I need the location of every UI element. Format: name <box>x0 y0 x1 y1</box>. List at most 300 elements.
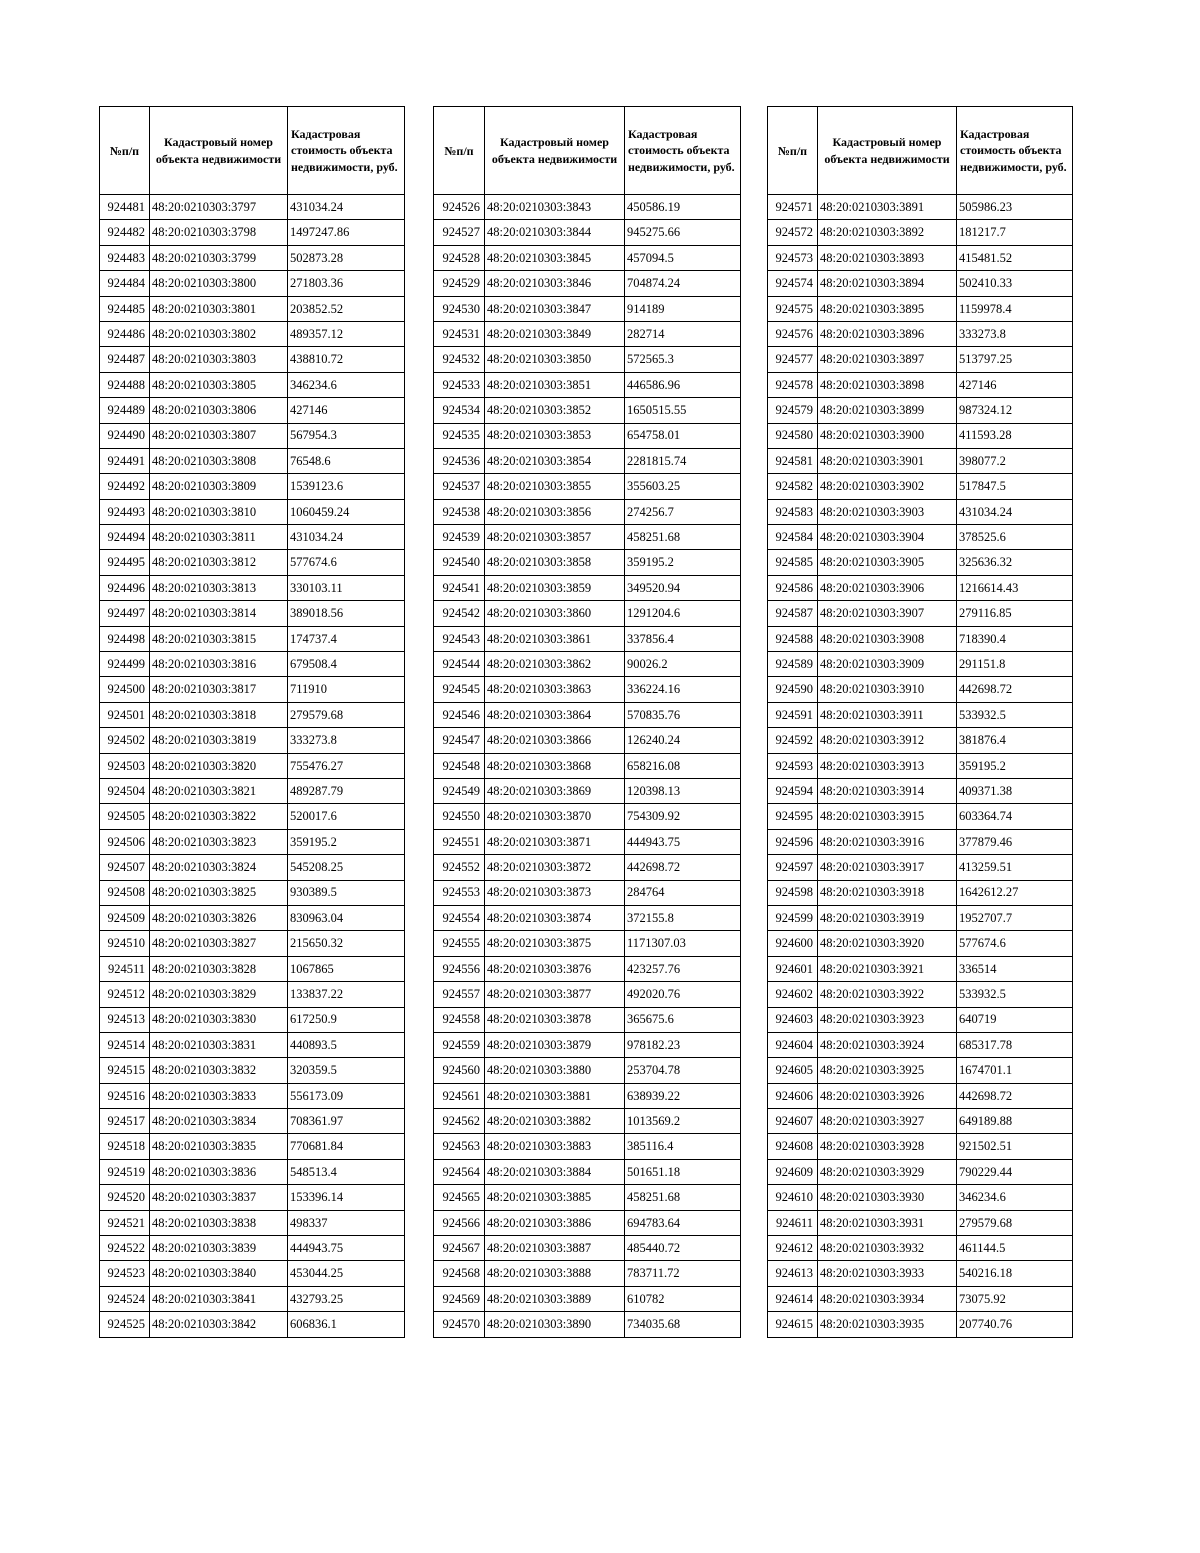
cadastral-table-3 <box>767 106 1073 1338</box>
row-number: 924557 <box>434 982 485 1007</box>
row-number: 924560 <box>434 1058 485 1083</box>
header-num: №п/п <box>768 107 818 195</box>
row-number: 924552 <box>434 855 485 880</box>
row-number: 924567 <box>434 1236 485 1261</box>
row-number: 924590 <box>768 677 818 702</box>
row-number: 924602 <box>768 982 818 1007</box>
cadastral-value: 253704.78 <box>625 1058 741 1083</box>
table-row <box>100 931 405 956</box>
row-number: 924490 <box>100 423 150 448</box>
row-number: 924545 <box>434 677 485 702</box>
cadastral-number: 48:20:0210303:3919 <box>818 905 957 930</box>
row-number: 924566 <box>434 1210 485 1235</box>
table-row <box>434 372 741 397</box>
row-number: 924511 <box>100 956 150 981</box>
cadastral-number: 48:20:0210303:3934 <box>818 1286 957 1311</box>
row-number: 924546 <box>434 702 485 727</box>
row-number: 924484 <box>100 271 150 296</box>
row-number: 924539 <box>434 525 485 550</box>
table-row <box>768 1109 1073 1134</box>
cadastral-number: 48:20:0210303:3821 <box>150 778 288 803</box>
table-row <box>768 474 1073 499</box>
cadastral-number: 48:20:0210303:3911 <box>818 702 957 727</box>
cadastral-value: 654758.01 <box>625 423 741 448</box>
row-number: 924507 <box>100 855 150 880</box>
table-row <box>434 931 741 956</box>
cadastral-value: 291151.8 <box>957 652 1073 677</box>
cadastral-value: 755476.27 <box>288 753 405 778</box>
cadastral-number: 48:20:0210303:3927 <box>818 1109 957 1134</box>
cadastral-number: 48:20:0210303:3875 <box>485 931 625 956</box>
cadastral-number: 48:20:0210303:3872 <box>485 855 625 880</box>
header-cadastral-number: Кадастровый номер объекта недвижимости <box>150 107 288 195</box>
row-number: 924554 <box>434 905 485 930</box>
row-number: 924519 <box>100 1159 150 1184</box>
table-row <box>100 880 405 905</box>
cadastral-value: 606836.1 <box>288 1312 405 1337</box>
table-row <box>434 1109 741 1134</box>
cadastral-number: 48:20:0210303:3917 <box>818 855 957 880</box>
row-number: 924516 <box>100 1083 150 1108</box>
cadastral-value: 572565.3 <box>625 347 741 372</box>
table-row <box>434 677 741 702</box>
cadastral-number: 48:20:0210303:3890 <box>485 1312 625 1337</box>
row-number: 924487 <box>100 347 150 372</box>
cadastral-number: 48:20:0210303:3897 <box>818 347 957 372</box>
row-number: 924591 <box>768 702 818 727</box>
row-number: 924604 <box>768 1032 818 1057</box>
table-header-row <box>434 107 741 195</box>
cadastral-value: 978182.23 <box>625 1032 741 1057</box>
cadastral-value: 73075.92 <box>957 1286 1073 1311</box>
cadastral-number: 48:20:0210303:3816 <box>150 652 288 677</box>
table-row <box>100 321 405 346</box>
cadastral-value: 279116.85 <box>957 601 1073 626</box>
table-row <box>768 220 1073 245</box>
table-row <box>100 448 405 473</box>
cadastral-number: 48:20:0210303:3891 <box>818 195 957 220</box>
cadastral-number: 48:20:0210303:3831 <box>150 1032 288 1057</box>
cadastral-value: 431034.24 <box>957 499 1073 524</box>
cadastral-value: 830963.04 <box>288 905 405 930</box>
table-row <box>434 525 741 550</box>
row-number: 924555 <box>434 931 485 956</box>
cadastral-number: 48:20:0210303:3896 <box>818 321 957 346</box>
cadastral-value: 520017.6 <box>288 804 405 829</box>
cadastral-number: 48:20:0210303:3869 <box>485 778 625 803</box>
cadastral-number: 48:20:0210303:3898 <box>818 372 957 397</box>
cadastral-number: 48:20:0210303:3904 <box>818 525 957 550</box>
row-number: 924510 <box>100 931 150 956</box>
cadastral-value: 271803.36 <box>288 271 405 296</box>
row-number: 924601 <box>768 956 818 981</box>
row-number: 924498 <box>100 626 150 651</box>
cadastral-number: 48:20:0210303:3921 <box>818 956 957 981</box>
row-number: 924608 <box>768 1134 818 1159</box>
row-number: 924579 <box>768 398 818 423</box>
row-number: 924536 <box>434 448 485 473</box>
row-number: 924542 <box>434 601 485 626</box>
cadastral-number: 48:20:0210303:3844 <box>485 220 625 245</box>
cadastral-value: 446586.96 <box>625 372 741 397</box>
row-number: 924489 <box>100 398 150 423</box>
row-number: 924488 <box>100 372 150 397</box>
row-number: 924549 <box>434 778 485 803</box>
cadastral-value: 603364.74 <box>957 804 1073 829</box>
row-number: 924513 <box>100 1007 150 1032</box>
table-row <box>100 245 405 270</box>
cadastral-number: 48:20:0210303:3931 <box>818 1210 957 1235</box>
row-number: 924527 <box>434 220 485 245</box>
cadastral-number: 48:20:0210303:3907 <box>818 601 957 626</box>
table-row <box>768 525 1073 550</box>
cadastral-number: 48:20:0210303:3930 <box>818 1185 957 1210</box>
row-number: 924482 <box>100 220 150 245</box>
row-number: 924578 <box>768 372 818 397</box>
cadastral-number: 48:20:0210303:3895 <box>818 296 957 321</box>
table-row <box>768 423 1073 448</box>
table-row <box>434 550 741 575</box>
cadastral-value: 945275.66 <box>625 220 741 245</box>
header-cadastral-value: Кадастровая стоимость объекта недвижимости, руб. <box>957 107 1073 195</box>
table-row <box>100 702 405 727</box>
row-number: 924522 <box>100 1236 150 1261</box>
table-row <box>434 956 741 981</box>
row-number: 924495 <box>100 550 150 575</box>
cadastral-number: 48:20:0210303:3859 <box>485 575 625 600</box>
cadastral-value: 1013569.2 <box>625 1109 741 1134</box>
table-row <box>100 525 405 550</box>
cadastral-number: 48:20:0210303:3924 <box>818 1032 957 1057</box>
cadastral-value: 540216.18 <box>957 1261 1073 1286</box>
cadastral-number: 48:20:0210303:3857 <box>485 525 625 550</box>
cadastral-number: 48:20:0210303:3874 <box>485 905 625 930</box>
cadastral-value: 1674701.1 <box>957 1058 1073 1083</box>
row-number: 924599 <box>768 905 818 930</box>
cadastral-number: 48:20:0210303:3877 <box>485 982 625 1007</box>
cadastral-value: 2281815.74 <box>625 448 741 473</box>
cadastral-value: 556173.09 <box>288 1083 405 1108</box>
cadastral-number: 48:20:0210303:3856 <box>485 499 625 524</box>
row-number: 924613 <box>768 1261 818 1286</box>
row-number: 924540 <box>434 550 485 575</box>
cadastral-value: 770681.84 <box>288 1134 405 1159</box>
row-number: 924587 <box>768 601 818 626</box>
table-row <box>100 550 405 575</box>
table-row <box>100 1058 405 1083</box>
row-number: 924512 <box>100 982 150 1007</box>
table-row <box>434 448 741 473</box>
cadastral-value: 279579.68 <box>957 1210 1073 1235</box>
header-cadastral-value: Кадастровая стоимость объекта недвижимости, руб. <box>288 107 405 195</box>
cadastral-value: 284764 <box>625 880 741 905</box>
cadastral-number: 48:20:0210303:3823 <box>150 829 288 854</box>
table-row <box>434 398 741 423</box>
cadastral-value: 1650515.55 <box>625 398 741 423</box>
cadastral-value: 517847.5 <box>957 474 1073 499</box>
row-number: 924500 <box>100 677 150 702</box>
table-row <box>434 1032 741 1057</box>
cadastral-value: 711910 <box>288 677 405 702</box>
table-row <box>768 1312 1073 1337</box>
cadastral-number: 48:20:0210303:3878 <box>485 1007 625 1032</box>
cadastral-number: 48:20:0210303:3889 <box>485 1286 625 1311</box>
cadastral-value: 409371.38 <box>957 778 1073 803</box>
table-row <box>434 1261 741 1286</box>
cadastral-number: 48:20:0210303:3903 <box>818 499 957 524</box>
cadastral-number: 48:20:0210303:3811 <box>150 525 288 550</box>
table-row <box>768 347 1073 372</box>
table-row <box>768 626 1073 651</box>
table-row <box>768 499 1073 524</box>
row-number: 924520 <box>100 1185 150 1210</box>
header-cadastral-value: Кадастровая стоимость объекта недвижимости, руб. <box>625 107 741 195</box>
cadastral-number: 48:20:0210303:3834 <box>150 1109 288 1134</box>
table-row <box>434 652 741 677</box>
row-number: 924610 <box>768 1185 818 1210</box>
cadastral-value: 513797.25 <box>957 347 1073 372</box>
cadastral-value: 442698.72 <box>957 1083 1073 1108</box>
row-number: 924504 <box>100 778 150 803</box>
table-row <box>100 1083 405 1108</box>
cadastral-number: 48:20:0210303:3849 <box>485 321 625 346</box>
cadastral-value: 385116.4 <box>625 1134 741 1159</box>
row-number: 924544 <box>434 652 485 677</box>
cadastral-value: 330103.11 <box>288 575 405 600</box>
cadastral-number: 48:20:0210303:3916 <box>818 829 957 854</box>
cadastral-number: 48:20:0210303:3886 <box>485 1210 625 1235</box>
row-number: 924506 <box>100 829 150 854</box>
row-number: 924559 <box>434 1032 485 1057</box>
cadastral-value: 570835.76 <box>625 702 741 727</box>
cadastral-value: 533932.5 <box>957 702 1073 727</box>
row-number: 924603 <box>768 1007 818 1032</box>
table-row <box>100 1286 405 1311</box>
row-number: 924486 <box>100 321 150 346</box>
cadastral-value: 442698.72 <box>957 677 1073 702</box>
table-row <box>100 1261 405 1286</box>
cadastral-number: 48:20:0210303:3835 <box>150 1134 288 1159</box>
row-number: 924543 <box>434 626 485 651</box>
table-row <box>100 195 405 220</box>
row-number: 924612 <box>768 1236 818 1261</box>
cadastral-number: 48:20:0210303:3814 <box>150 601 288 626</box>
table-row <box>768 982 1073 1007</box>
table-row <box>768 1236 1073 1261</box>
table-row <box>768 271 1073 296</box>
table-row <box>100 1312 405 1337</box>
cadastral-table-2 <box>433 106 741 1338</box>
row-number: 924584 <box>768 525 818 550</box>
row-number: 924598 <box>768 880 818 905</box>
cadastral-number: 48:20:0210303:3838 <box>150 1210 288 1235</box>
table-row <box>768 575 1073 600</box>
cadastral-value: 458251.68 <box>625 1185 741 1210</box>
table-row <box>434 829 741 854</box>
cadastral-value: 617250.9 <box>288 1007 405 1032</box>
table-row <box>768 1210 1073 1235</box>
cadastral-value: 450586.19 <box>625 195 741 220</box>
cadastral-value: 489357.12 <box>288 321 405 346</box>
row-number: 924585 <box>768 550 818 575</box>
table-row <box>768 956 1073 981</box>
row-number: 924533 <box>434 372 485 397</box>
row-number: 924570 <box>434 1312 485 1337</box>
table-row <box>100 1236 405 1261</box>
row-number: 924564 <box>434 1159 485 1184</box>
table-row <box>768 1286 1073 1311</box>
cadastral-number: 48:20:0210303:3871 <box>485 829 625 854</box>
cadastral-number: 48:20:0210303:3882 <box>485 1109 625 1134</box>
table-row <box>768 1032 1073 1057</box>
cadastral-number: 48:20:0210303:3884 <box>485 1159 625 1184</box>
row-number: 924528 <box>434 245 485 270</box>
cadastral-value: 346234.6 <box>957 1185 1073 1210</box>
cadastral-value: 359195.2 <box>957 753 1073 778</box>
cadastral-number: 48:20:0210303:3827 <box>150 931 288 956</box>
cadastral-number: 48:20:0210303:3853 <box>485 423 625 448</box>
row-number: 924521 <box>100 1210 150 1235</box>
cadastral-value: 423257.76 <box>625 956 741 981</box>
table-row <box>434 804 741 829</box>
table-row <box>100 1210 405 1235</box>
row-number: 924556 <box>434 956 485 981</box>
cadastral-value: 987324.12 <box>957 398 1073 423</box>
table-row <box>100 1159 405 1184</box>
cadastral-value: 461144.5 <box>957 1236 1073 1261</box>
cadastral-number: 48:20:0210303:3855 <box>485 474 625 499</box>
row-number: 924535 <box>434 423 485 448</box>
table-row <box>768 880 1073 905</box>
table-row <box>434 778 741 803</box>
table-row <box>434 1210 741 1235</box>
cadastral-value: 1159978.4 <box>957 296 1073 321</box>
table-row <box>768 728 1073 753</box>
cadastral-number: 48:20:0210303:3858 <box>485 550 625 575</box>
cadastral-value: 415481.52 <box>957 245 1073 270</box>
table-row <box>434 1083 741 1108</box>
table-row <box>100 474 405 499</box>
cadastral-number: 48:20:0210303:3799 <box>150 245 288 270</box>
cadastral-number: 48:20:0210303:3840 <box>150 1261 288 1286</box>
row-number: 924568 <box>434 1261 485 1286</box>
table-row <box>768 905 1073 930</box>
table-row <box>100 956 405 981</box>
cadastral-value: 458251.68 <box>625 525 741 550</box>
cadastral-value: 457094.5 <box>625 245 741 270</box>
cadastral-number: 48:20:0210303:3802 <box>150 321 288 346</box>
row-number: 924561 <box>434 1083 485 1108</box>
row-number: 924529 <box>434 271 485 296</box>
row-number: 924577 <box>768 347 818 372</box>
cadastral-number: 48:20:0210303:3841 <box>150 1286 288 1311</box>
cadastral-number: 48:20:0210303:3918 <box>818 880 957 905</box>
table-row <box>434 905 741 930</box>
cadastral-number: 48:20:0210303:3837 <box>150 1185 288 1210</box>
table-row <box>768 321 1073 346</box>
cadastral-value: 120398.13 <box>625 778 741 803</box>
cadastral-value: 133837.22 <box>288 982 405 1007</box>
row-number: 924595 <box>768 804 818 829</box>
cadastral-number: 48:20:0210303:3906 <box>818 575 957 600</box>
cadastral-value: 489287.79 <box>288 778 405 803</box>
cadastral-value: 336514 <box>957 956 1073 981</box>
cadastral-value: 359195.2 <box>288 829 405 854</box>
cadastral-value: 333273.8 <box>288 728 405 753</box>
cadastral-number: 48:20:0210303:3822 <box>150 804 288 829</box>
cadastral-number: 48:20:0210303:3933 <box>818 1261 957 1286</box>
row-number: 924505 <box>100 804 150 829</box>
cadastral-number: 48:20:0210303:3905 <box>818 550 957 575</box>
cadastral-value: 427146 <box>957 372 1073 397</box>
row-number: 924530 <box>434 296 485 321</box>
cadastral-value: 333273.8 <box>957 321 1073 346</box>
cadastral-value: 389018.56 <box>288 601 405 626</box>
cadastral-number: 48:20:0210303:3885 <box>485 1185 625 1210</box>
table-row <box>768 652 1073 677</box>
table-row <box>434 601 741 626</box>
row-number: 924583 <box>768 499 818 524</box>
cadastral-value: 1291204.6 <box>625 601 741 626</box>
cadastral-number: 48:20:0210303:3873 <box>485 880 625 905</box>
table-row <box>768 804 1073 829</box>
row-number: 924597 <box>768 855 818 880</box>
table-row <box>434 982 741 1007</box>
table-row <box>768 753 1073 778</box>
row-number: 924541 <box>434 575 485 600</box>
cadastral-number: 48:20:0210303:3923 <box>818 1007 957 1032</box>
row-number: 924509 <box>100 905 150 930</box>
cadastral-value: 381876.4 <box>957 728 1073 753</box>
cadastral-value: 567954.3 <box>288 423 405 448</box>
cadastral-number: 48:20:0210303:3803 <box>150 347 288 372</box>
row-number: 924499 <box>100 652 150 677</box>
table-row <box>434 1286 741 1311</box>
cadastral-number: 48:20:0210303:3925 <box>818 1058 957 1083</box>
cadastral-value: 174737.4 <box>288 626 405 651</box>
table-header-row <box>100 107 405 195</box>
cadastral-value: 1216614.43 <box>957 575 1073 600</box>
row-number: 924493 <box>100 499 150 524</box>
cadastral-number: 48:20:0210303:3926 <box>818 1083 957 1108</box>
cadastral-value: 274256.7 <box>625 499 741 524</box>
table-row <box>434 728 741 753</box>
table-row <box>100 753 405 778</box>
cadastral-value: 444943.75 <box>625 829 741 854</box>
cadastral-value: 431034.24 <box>288 195 405 220</box>
table-row <box>100 728 405 753</box>
cadastral-value: 365675.6 <box>625 1007 741 1032</box>
table-row <box>768 1261 1073 1286</box>
cadastral-value: 914189 <box>625 296 741 321</box>
row-number: 924553 <box>434 880 485 905</box>
cadastral-value: 377879.46 <box>957 829 1073 854</box>
row-number: 924563 <box>434 1134 485 1159</box>
cadastral-value: 502410.33 <box>957 271 1073 296</box>
cadastral-value: 498337 <box>288 1210 405 1235</box>
cadastral-number: 48:20:0210303:3888 <box>485 1261 625 1286</box>
table-row <box>434 1312 741 1337</box>
cadastral-number: 48:20:0210303:3818 <box>150 702 288 727</box>
table-row <box>434 753 741 778</box>
table-row <box>434 855 741 880</box>
cadastral-value: 359195.2 <box>625 550 741 575</box>
cadastral-number: 48:20:0210303:3815 <box>150 626 288 651</box>
cadastral-value: 90026.2 <box>625 652 741 677</box>
cadastral-number: 48:20:0210303:3868 <box>485 753 625 778</box>
cadastral-number: 48:20:0210303:3806 <box>150 398 288 423</box>
table-row <box>434 1058 741 1083</box>
